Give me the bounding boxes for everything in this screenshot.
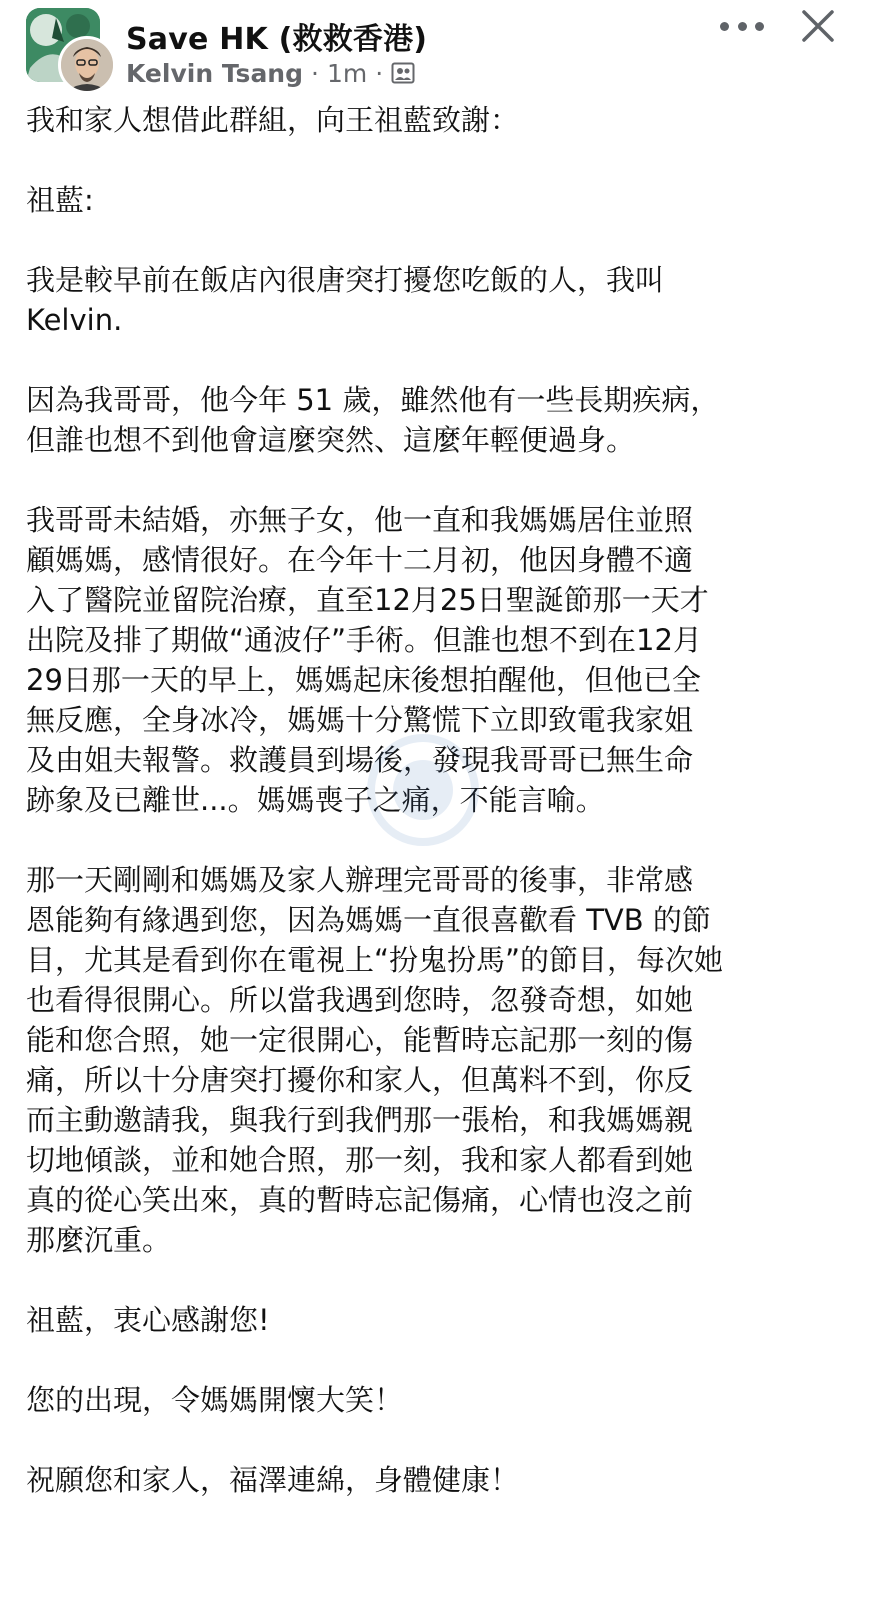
post-text-line: 跡象及已離世...。媽媽喪子之痛，不能言喻。 xyxy=(26,783,605,817)
more-options-icon[interactable] xyxy=(720,14,764,38)
post-text-line: 目，尤其是看到你在電視上“扮鬼扮馬”的節目，每次她 xyxy=(26,943,724,977)
user-photo xyxy=(61,39,113,91)
paragraph-gap xyxy=(26,1260,826,1300)
paragraph-gap xyxy=(26,1420,826,1460)
watermark-logo xyxy=(348,720,498,870)
post-text-line: 真的從心笑出來，真的暫時忘記傷痛，心情也沒之前 xyxy=(26,1183,694,1217)
post-text-line: 但誰也想不到他會這麼突然、這麼年輕便過身。 xyxy=(26,423,636,457)
post-text-line: 也看得很開心。所以當我遇到您時，忽發奇想，如她 xyxy=(26,983,694,1017)
user-avatar[interactable] xyxy=(58,36,116,94)
post-paragraph xyxy=(26,100,826,140)
post-text-line: 顧媽媽，感情很好。在今年十二月初，他因身體不適 xyxy=(26,543,694,577)
post-text-line: 我是較早前在飯店內很唐突打擾您吃飯的人，我叫 xyxy=(26,263,665,297)
post-text-line: 無反應，全身冰冷，媽媽十分驚慌下立即致電我家姐 xyxy=(26,703,694,737)
post-meta xyxy=(126,56,415,90)
post-text-line: 切地傾談，並和她合照，那一刻，我和家人都看到她 xyxy=(26,1143,694,1177)
close-icon[interactable] xyxy=(798,6,838,46)
post-text-line: 29日那一天的早上，媽媽起床後想拍醒他，但他已全 xyxy=(26,663,701,697)
post-text-line: 恩能夠有緣遇到您，因為媽媽一直很喜歡看 TVB 的節 xyxy=(26,903,711,937)
post-text-line: 那一天剛剛和媽媽及家人辦理完哥哥的後事，非常感 xyxy=(26,863,694,897)
post-paragraph xyxy=(26,860,826,1260)
post-time[interactable]: 1m xyxy=(326,58,368,88)
post-text-line: 那麼沉重。 xyxy=(26,1223,172,1257)
post-text-line: 我哥哥未結婚，亦無子女，他一直和我媽媽居住並照 xyxy=(26,503,694,537)
post-text-line: 而主動邀請我，與我行到我們那一張枱，和我媽媽親 xyxy=(26,1103,694,1137)
post-text-line: 您的出現，令媽媽開懷大笑！ xyxy=(26,1383,404,1417)
post-text-line: Kelvin. xyxy=(26,303,123,337)
post-text-line: 祝願您和家人，福澤連綿，身體健康！ xyxy=(26,1463,520,1497)
post-text-line: 因為我哥哥，他今年 51 歲，雖然他有一些長期疾病， xyxy=(26,383,720,417)
post-paragraph xyxy=(26,1300,826,1340)
group-members-icon[interactable] xyxy=(391,61,415,85)
paragraph-gap xyxy=(26,460,826,500)
post-text-line: 祖藍，衷心感謝您! xyxy=(26,1303,270,1337)
post-header xyxy=(0,0,877,96)
paragraph-gap xyxy=(26,140,826,180)
post-paragraph xyxy=(26,1460,826,1500)
post-text-line: 痛，所以十分唐突打擾你和家人，但萬料不到，你反 xyxy=(26,1063,694,1097)
post-text-line: 我和家人想借此群組，向王祖藍致謝： xyxy=(26,103,520,137)
post-text-line: 出院及排了期做“通波仔”手術。但誰也想不到在12月 xyxy=(26,623,702,657)
post-text-line: 能和您合照，她一定很開心，能暫時忘記那一刻的傷 xyxy=(26,1023,694,1057)
paragraph-gap xyxy=(26,220,826,260)
post-text-line: 入了醫院並留院治療，直至12月25日聖誕節那一天才 xyxy=(26,583,709,617)
author-name[interactable]: Kelvin Tsang xyxy=(126,58,304,88)
post-paragraph xyxy=(26,1380,826,1420)
post-text-line: 及由姐夫報警。救護員到場後，發現我哥哥已無生命 xyxy=(26,743,694,777)
post-paragraph xyxy=(26,180,826,220)
post-paragraph xyxy=(26,260,826,340)
post-paragraph xyxy=(26,380,826,460)
group-name[interactable]: Save HK (救救香港) xyxy=(126,22,428,57)
meta-separator: · xyxy=(375,58,384,88)
paragraph-gap xyxy=(26,1340,826,1380)
paragraph-gap xyxy=(26,340,826,380)
meta-separator: · xyxy=(311,58,319,88)
post-text-line: 祖藍: xyxy=(26,183,94,217)
